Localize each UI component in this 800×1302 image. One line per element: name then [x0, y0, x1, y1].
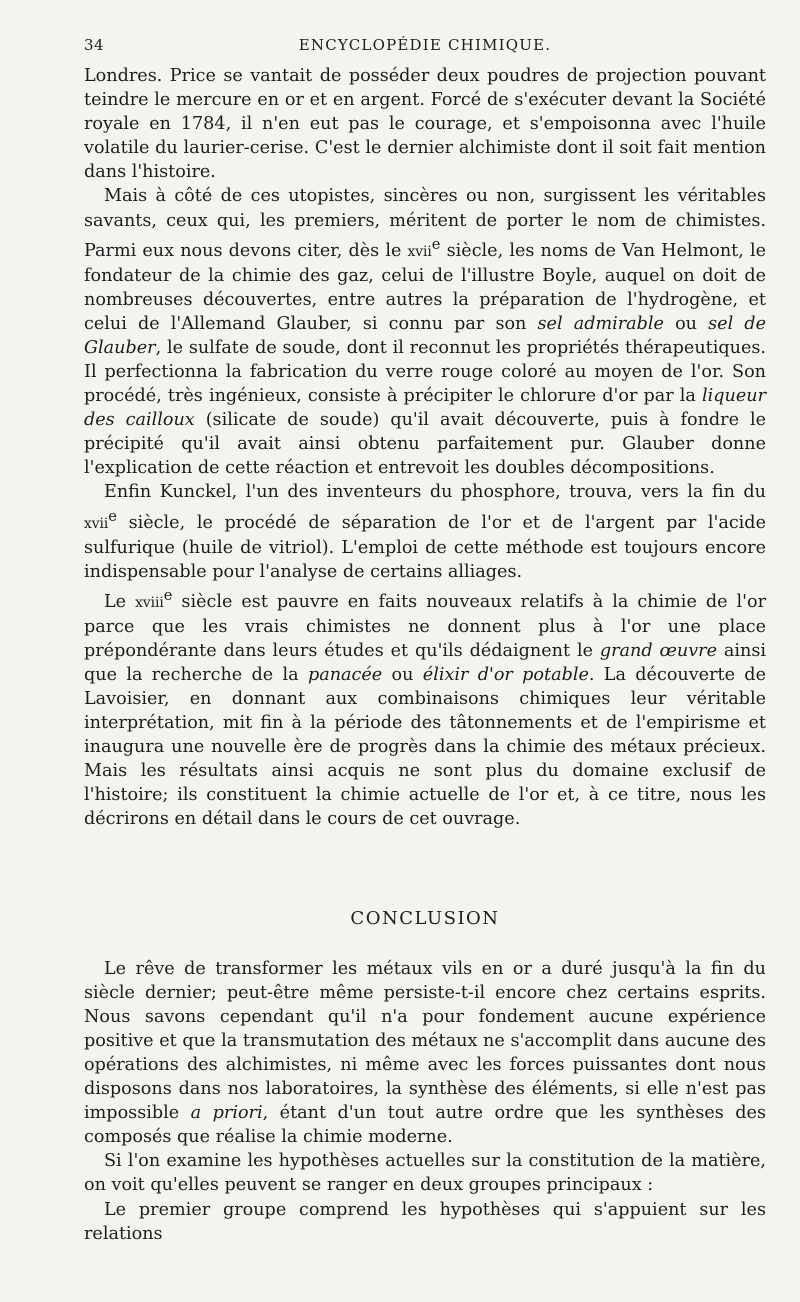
paragraph-hypotheses: Si l'on examine les hypothèses actuelles sur la constitution de la matière, on voit qu'elles peuvent se ranger en deux groupes principaux :	[84, 1151, 766, 1196]
paragraph-price: Londres. Price se vantait de posséder deux poudres de projection pouvant teindre le mercure en or et en argent. Forcé de s'exécuter devant la Société royale en 1784, il n'en eut pas le courage, et s'empoisonna avec l'huile volatile du laurier-cerise. C'est le dernier alchimiste dont il soit fait mention dans l'histoire.	[84, 66, 766, 183]
paragraph-first-group: Le premier groupe comprend les hypothèses qui s'appuient sur les relations	[84, 1199, 766, 1244]
paragraph-eighteenth-century: Le xviii$^e$ siècle est pauvre en faits nouveaux relatifs à la chimie de l'or parce que les vrais chimistes ne donnent plus à l'or une place prépondérante dans leurs études et qu'ils dédaignent le grand œuvre ainsi que la recherche de la panacée ou élixir d'or potable. La découverte de Lavoisier, en donnant aux combinaisons chimiques leur véritable interprétation, mit fin à la période des tâtonnements et de l'empirisme et inaugura une nouvelle ère de progrès dans la chimie des métaux précieux. Mais les résultats ainsi acquis ne sont plus du domaine exclusif de l'histoire; ils constituent la chimie actuelle de l'or et, à ce titre, nous les décrirons en détail dans le cours de cet ouvrage.	[84, 586, 767, 830]
text-body	[84, 64, 766, 1246]
page-header	[84, 36, 766, 62]
conclusion-heading: CONCLUSION	[350, 908, 500, 930]
paragraph-savants: Mais à côté de ces utopistes, sincères ou non, surgissent les véritables savants, ceux qui, les premiers, méritent de porter le nom de chimistes. Parmi eux nous devons citer, dès le xvii$^e$ siècle, les noms de Van Helmont, le fondateur de la chimie des gaz, celui de l'illustre Boyle, auquel on doit de nombreuses découvertes, entre autres la préparation de l'hydrogène, et celui de l'Allemand Glauber, si connu par son sel admirable ou sel de Glauber, le sulfate de soude, dont il reconnut les propriétés thérapeutiques. Il perfectionna la fabrication du verre rouge coloré au moyen de l'or. Son procédé, très ingénieux, consiste à précipiter le chlorure d'or par la liqueur des cailloux (silicate de soude) qu'il avait découverte, puis à fondre le précipité qu'il avait ainsi obtenu parfaitement pur. Glauber donne l'explication de cette réaction et entrevoit les doubles décompositions.	[84, 186, 766, 479]
running-title: ENCYCLOPÉDIE CHIMIQUE.	[298, 36, 552, 54]
paragraph-conclusion: Le rêve de transformer les métaux vils en or a duré jusqu'à la fin du siècle dernier; peut-être même persiste-t-il encore chez certains esprits. Nous savons cependant qu'il n'a pour fondement aucune expérience positive et que la transmutation des métaux ne s'accomplit dans aucune des opérations des alchimistes, ni même avec les forces puissantes dont nous disposons dans nos laboratoires, la synthèse des éléments, si elle n'est pas impossible a priori, étant d'un tout autre ordre que les synthèses des composés que réalise la chimie moderne.	[84, 958, 766, 1148]
page-number: 34	[84, 36, 105, 54]
paragraph-kunckel: Enfin Kunckel, l'un des inventeurs du phosphore, trouva, vers la fin du xvii$^e$ siècle, le procédé de séparation de l'or et de l'argent par l'acide sulfurique (huile de vitriol). L'emploi de cette méthode est toujours encore indispensable pour l'analyse de certains alliages.	[84, 482, 766, 582]
